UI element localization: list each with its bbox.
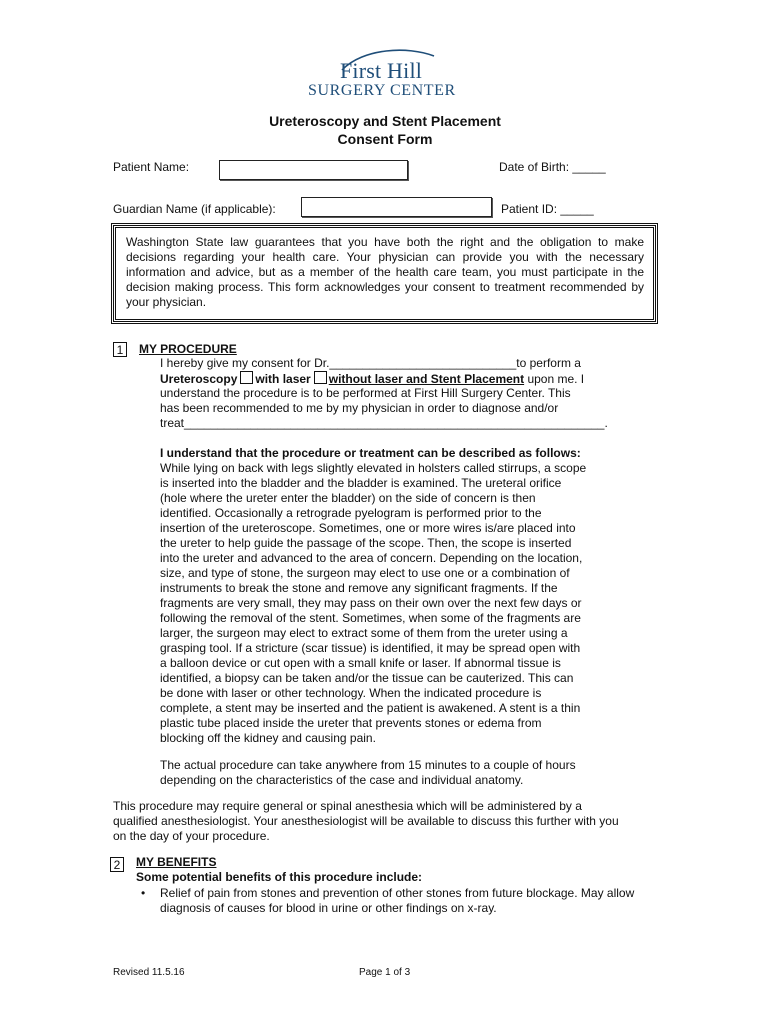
consent-line: treat_______________________________________________________________. [160, 416, 608, 430]
benefit-line: Relief of pain from stones and prevention of other stones from future blockage. May allow [160, 886, 635, 900]
description-line: identified. Occasionally a retrograde pyelogram is performed prior to the [160, 506, 542, 520]
anesthesia-line: qualified anesthesiologist. Your anesthesiologist will be available to discuss this further with you [113, 814, 619, 828]
logo-name: First Hill [340, 58, 423, 83]
description-line: (hole where the ureter enter the bladder) on the side of concern is then [160, 491, 536, 505]
revision-date: Revised 11.5.16 [113, 967, 185, 978]
procedure-choice-tail: upon me. I [524, 372, 585, 386]
dob-label: Date of Birth: _____ [499, 160, 606, 174]
description-line: insertion of the ureteroscope. Sometimes, one or more wires is/are placed into [160, 521, 576, 535]
consent-line: I hereby give my consent for Dr.____________________________to perform a [160, 356, 581, 370]
page-number: Page 1 of 3 [359, 967, 411, 978]
description-line: grasping tool. If a stricture (scar tissue) is identified, it may be spread open with [160, 641, 581, 655]
legal-notice-text: Washington State law guarantees that you have both the right and the obligation to make decisions regarding your health care. Your physician can provide you with the necessary information and advice, but as a member of the health care team, you must participate in the decision making process. This form acknowledges your consent to treatment recommended by your physician. [126, 235, 644, 309]
description-line: While lying on back with legs slightly elevated in holsters called stirrups, a scope [160, 461, 587, 475]
anesthesia-paragraph [113, 799, 658, 844]
procedure-choice-line [160, 371, 620, 387]
section-heading: MY PROCEDURE [139, 342, 237, 356]
description-line: into the ureter and advanced to the area of concern. Depending on the location, [160, 551, 583, 565]
duration-line: The actual procedure can take anywhere from 15 minutes to a couple of hours [160, 758, 576, 772]
description-line: following the removal of the stent. Sometimes, when some of the fragments are [160, 611, 581, 625]
description-line: plastic tube placed inside the ureter that prevents stones or edema from [160, 716, 542, 730]
benefit-item [160, 886, 660, 916]
description-line: the ureter to help guide the passage of the scope. Then, the scope is inserted [160, 536, 572, 550]
bullet-icon: • [141, 886, 146, 900]
description-line: complete, a stent may be inserted and the patient is awakened. A stent is a thin [160, 701, 581, 715]
with-laser-checkbox[interactable] [240, 371, 253, 384]
section-number: 1 [113, 342, 127, 357]
consent-line: understand the procedure is to be performed at First Hill Surgery Center. This [160, 386, 571, 400]
description-heading: I understand that the procedure or treatment can be described as follows: [160, 446, 581, 460]
legal-notice-box [113, 225, 656, 322]
duration-line: depending on the characteristics of the case and individual anatomy. [160, 773, 524, 787]
description-line: larger, the surgeon may elect to extract some of them from the ureter using a [160, 626, 568, 640]
consent-line: has been recommended to me by my physician in order to diagnose and/or [160, 401, 559, 415]
description-line: instruments to break the stone and remove any significant fragments. If the [160, 581, 558, 595]
benefit-line: diagnosis of causes for blood in urine or other findings on x-ray. [160, 901, 497, 915]
logo-subname: SURGERY CENTER [308, 82, 456, 99]
section-number: 2 [110, 857, 124, 872]
benefits-subheading: Some potential benefits of this procedure include: [136, 870, 423, 884]
ureteroscopy-label: Ureteroscopy [160, 372, 238, 386]
description-line: identified, a biopsy can be taken and/or the tissue can be cauterized. This can [160, 671, 574, 685]
without-laser-checkbox[interactable] [314, 371, 327, 384]
guardian-name-label: Guardian Name (if applicable): [113, 202, 276, 216]
without-laser-label: without laser and Stent Placement [328, 372, 525, 386]
anesthesia-line: This procedure may require general or spinal anesthesia which will be administered by a [113, 799, 582, 813]
procedure-description [160, 461, 606, 746]
form-title: Ureteroscopy and Stent Placement [269, 113, 501, 129]
description-line: size, and type of stone, the surgeon may elect to use one or a combination of [160, 566, 570, 580]
patient-name-field[interactable] [219, 160, 408, 180]
description-line: a balloon device or cut open with a small knife or laser. If abnormal tissue is [160, 656, 561, 670]
patient-name-label: Patient Name: [113, 160, 190, 174]
description-line: be done with laser or other technology. When the indicated procedure is [160, 686, 542, 700]
anesthesia-line: on the day of your procedure. [113, 829, 270, 843]
form-subtitle: Consent Form [337, 131, 433, 147]
duration-text [160, 758, 606, 788]
section-heading: MY BENEFITS [136, 855, 217, 869]
guardian-name-field[interactable] [301, 197, 492, 217]
description-line: fragments are very small, they may pass on their own over the next few days or [160, 596, 582, 610]
description-line: is inserted into the bladder and the bladder is examined. The ureteral orifice [160, 476, 562, 490]
patient-id-label: Patient ID: _____ [501, 202, 594, 216]
description-line: blocking off the kidney and causing pain. [160, 731, 376, 745]
with-laser-label: with laser [255, 372, 311, 386]
